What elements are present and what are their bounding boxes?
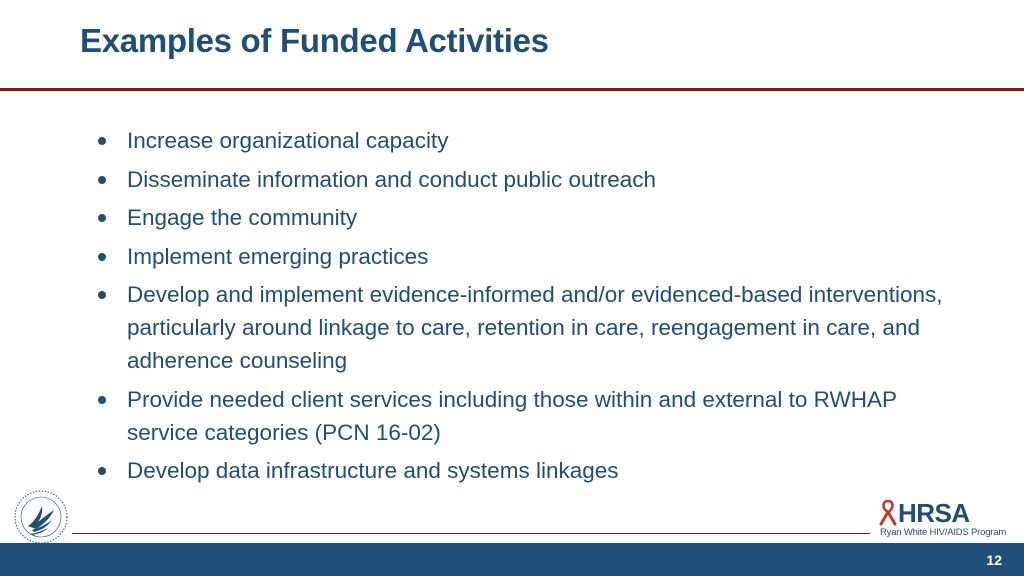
footer-divider (72, 533, 870, 534)
bullet-text: Engage the community (127, 205, 358, 230)
bullet-text: Increase organizational capacity (127, 128, 449, 153)
bullet-item (94, 383, 944, 449)
bullet-text: Develop and implement evidence-informed and/or evidenced-based interventions, particularly around linkage to care, retention in care, reengagement in care, and adherence counseling (127, 282, 943, 373)
footer-bar (0, 543, 1024, 576)
bullet-item (94, 454, 944, 487)
bullet-item (94, 163, 944, 196)
bullet-dot-icon (98, 291, 106, 299)
bullet-dot-icon (98, 176, 106, 184)
bullet-dot-icon (98, 137, 106, 145)
bullet-text: Disseminate information and conduct public outreach (127, 166, 657, 192)
bullet-item (94, 240, 944, 273)
bullet-item (94, 278, 944, 377)
bullet-text: Implement emerging practices (127, 243, 429, 269)
bullet-text: Develop data infrastructure and systems linkages (127, 458, 619, 483)
bullet-dot-icon (98, 253, 106, 261)
red-ribbon-icon (878, 500, 898, 526)
bullet-text: Provide needed client services including those within and external to RWHAP service categories (PCN 16-02) (127, 386, 897, 445)
page-number: 12 (986, 552, 1002, 568)
bullet-item (94, 201, 944, 234)
bullet-item (94, 124, 944, 157)
hrsa-program-name: Ryan White HIV/AIDS Program (880, 527, 1007, 538)
slide-title: Examples of Funded Activities (80, 22, 549, 59)
title-divider (0, 88, 1024, 91)
bullet-dot-icon (98, 396, 106, 404)
hrsa-wordmark: HRSA (898, 498, 970, 528)
hhs-eagle-seal-icon (12, 488, 70, 546)
hrsa-logo (878, 498, 1007, 540)
bullet-dot-icon (98, 467, 106, 475)
bullet-list (94, 124, 944, 493)
bullet-dot-icon (98, 214, 106, 222)
